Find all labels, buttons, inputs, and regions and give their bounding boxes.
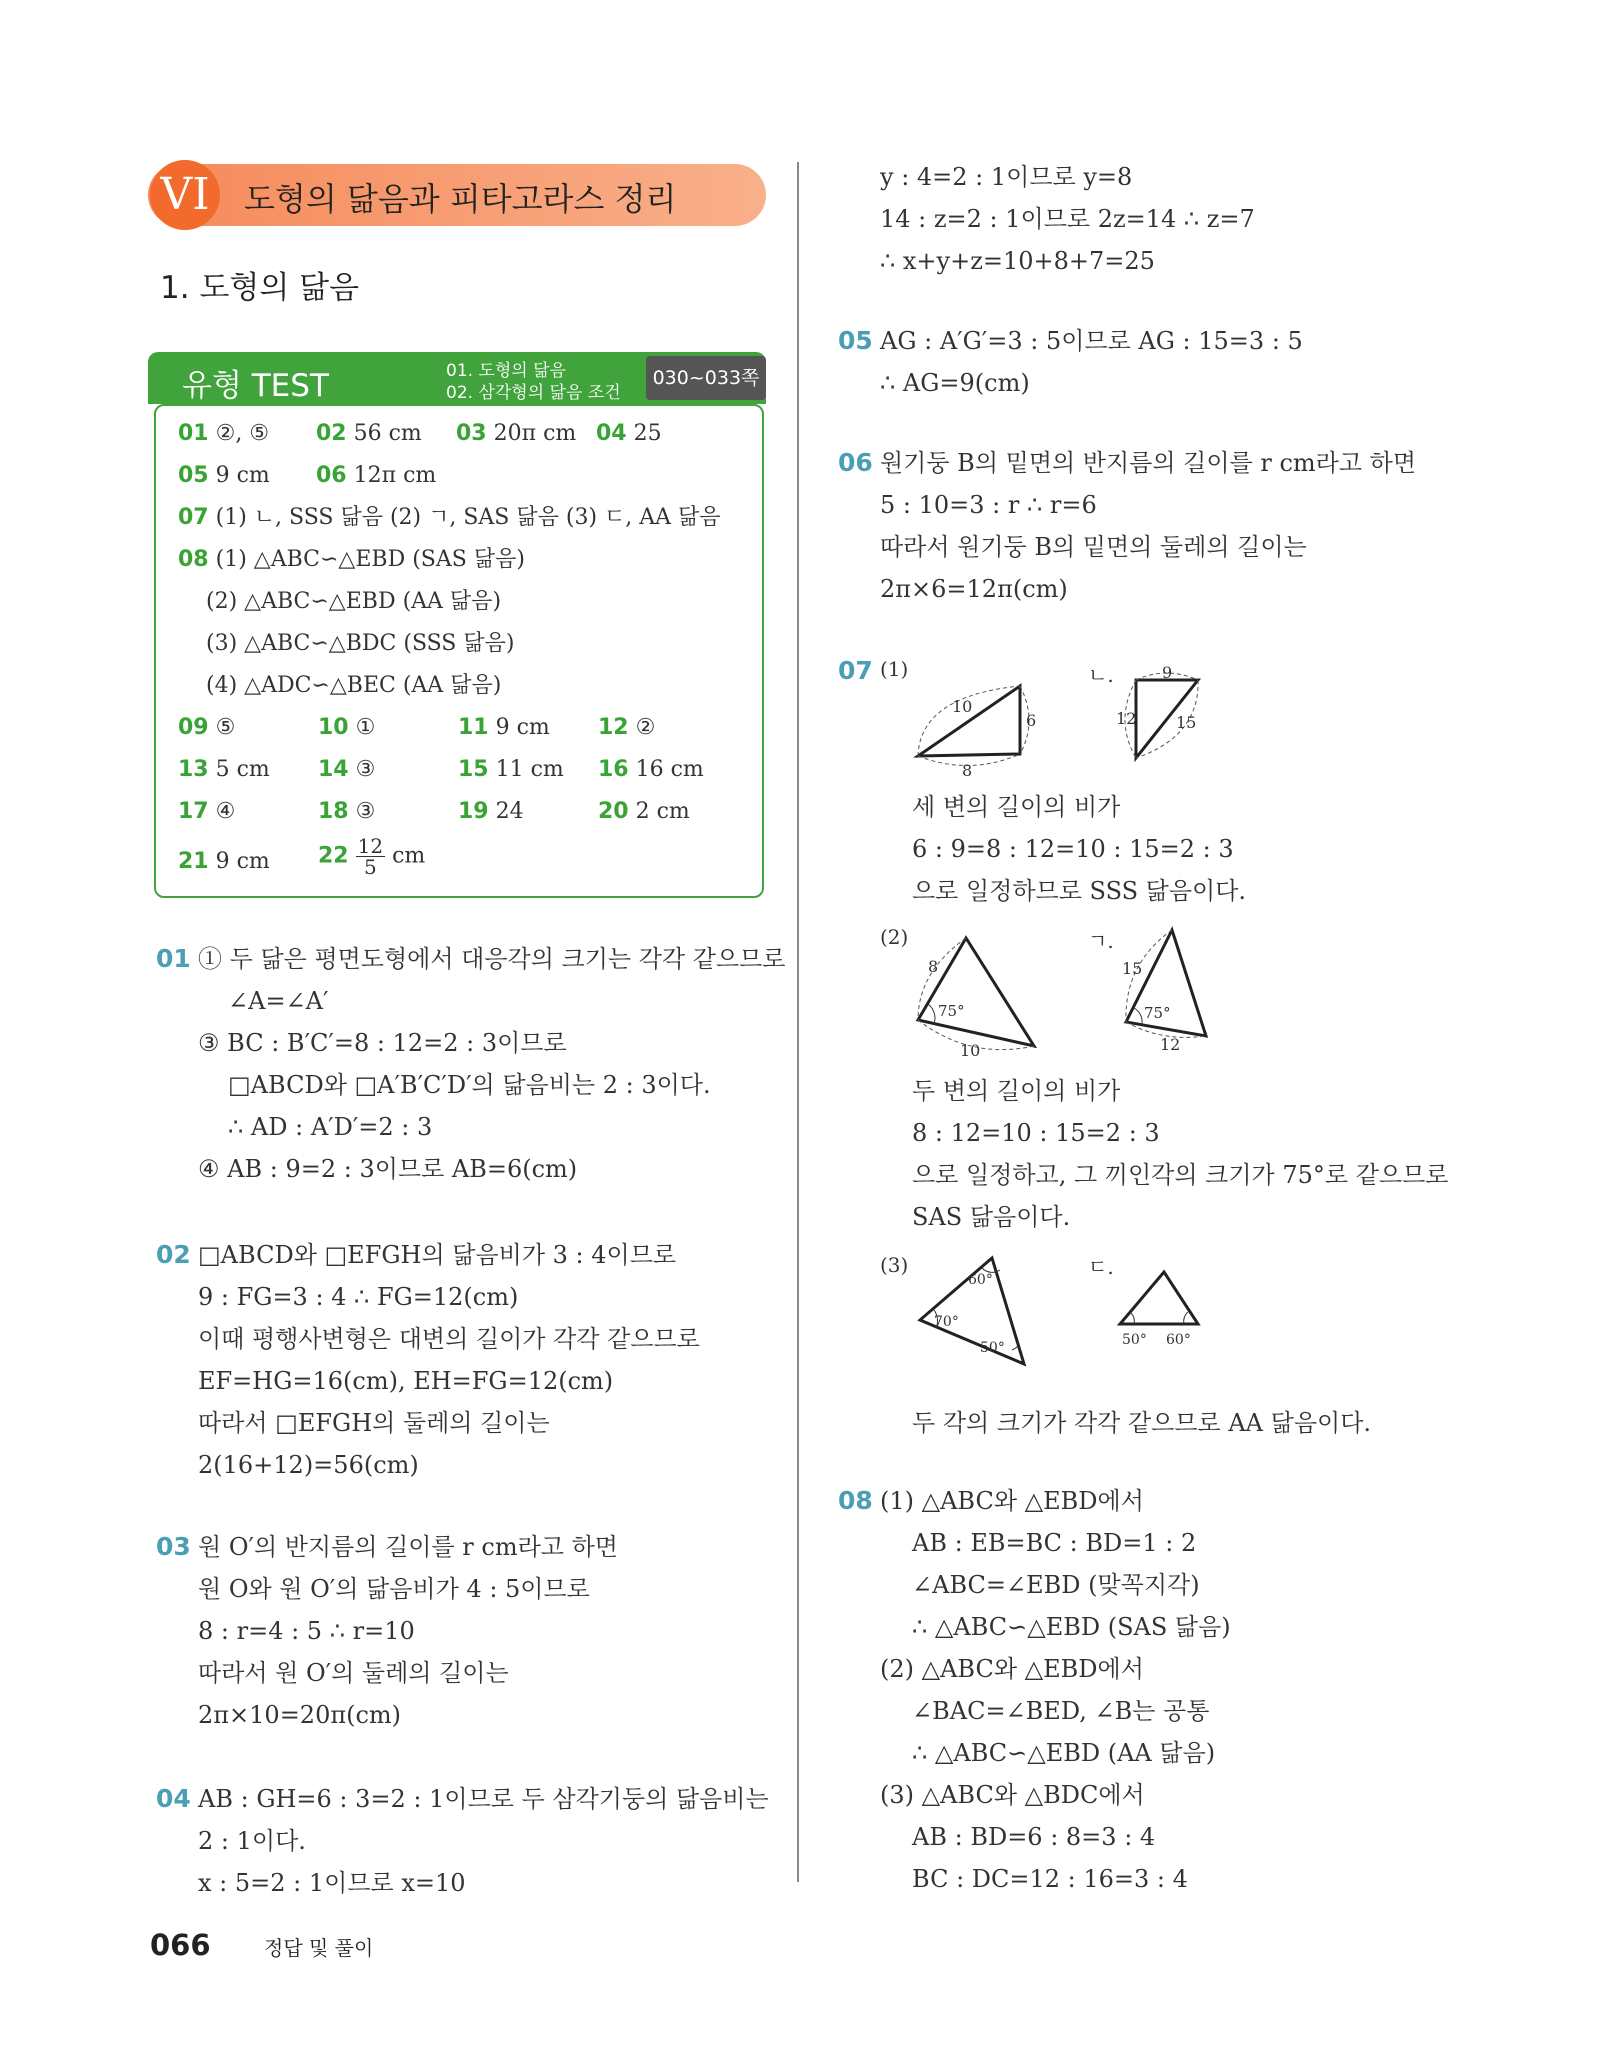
answer-14: 14 ③ (318, 757, 376, 782)
answer-22: 22 $\frac{12}{5}$ cm (318, 834, 426, 879)
svg-text:12: 12 (1160, 1035, 1181, 1054)
text-line: ㄴ. (1088, 663, 1114, 687)
answer-12: 12 ② (598, 715, 656, 740)
q-num-08: 08 (838, 1486, 873, 1515)
text-line: (2) (880, 925, 909, 949)
answer-08: 08 (1) △ABC∽△EBD (SAS 닮음) (178, 547, 525, 572)
text-line: □ABCD와 □EFGH의 닮음비가 3 : 4이므로 (198, 1241, 677, 1269)
svg-text:50°: 50° (980, 1340, 1005, 1356)
text-line (156, 1784, 191, 1814)
text-line: 2π×6=12π(cm) (880, 575, 1068, 603)
answer-06: 06 12π cm (316, 463, 437, 488)
text-line: ㄷ. (1088, 1255, 1114, 1279)
q-num-05: 05 (838, 326, 873, 355)
text-line: AB : BD=6 : 8=3 : 4 (912, 1823, 1156, 1851)
svg-text:8: 8 (962, 761, 973, 780)
text-line: 따라서 원 O′의 둘레의 길이는 (198, 1659, 509, 1687)
q-num-02: 02 (156, 1240, 191, 1269)
text-line: SAS 닮음이다. (912, 1203, 1071, 1231)
answer-01: 01 ②, ⑤ (178, 421, 270, 446)
answer-22-fraction: $\frac{12}{5}$ (357, 834, 384, 879)
text-line: ㄱ. (1088, 929, 1114, 953)
text-line: ∴ x+y+z=10+8+7=25 (880, 247, 1155, 275)
text-line: 8 : r=4 : 5 ∴ r=10 (198, 1617, 415, 1645)
q-num-04: 04 (156, 1784, 191, 1813)
text-line: ① 두 닮은 평면도형에서 대응각의 크기는 각각 같으므로 (198, 945, 786, 973)
text-line: 5 : 10=3 : r ∴ r=6 (880, 491, 1097, 519)
text-line (838, 656, 873, 686)
answer-08-4: (4) △ADC∽△BEC (AA 닮음) (206, 673, 502, 698)
text-line: 세 변의 길이의 비가 (912, 793, 1121, 821)
text-line (156, 1532, 191, 1562)
answer-21: 21 9 cm (178, 849, 270, 874)
svg-text:12: 12 (1116, 709, 1137, 728)
answer-19: 19 24 (458, 799, 524, 824)
text-line: (2) △ABC와 △EBD에서 (880, 1655, 1144, 1683)
text-line: 두 각의 크기가 각각 같으므로 AA 닮음이다. (912, 1409, 1372, 1437)
text-line: ∴ △ABC∽△EBD (SAS 닮음) (912, 1613, 1231, 1641)
answer-02: 02 56 cm (316, 421, 422, 446)
answer-10: 10 ① (318, 715, 376, 740)
svg-text:60°: 60° (968, 1272, 993, 1288)
text-line (838, 326, 873, 356)
answer-11: 11 9 cm (458, 715, 550, 740)
text-line: 원 O와 원 O′의 닮음비가 4 : 5이므로 (198, 1575, 590, 1603)
text-line: (1) (880, 657, 909, 681)
answer-17: 17 ④ (178, 799, 236, 824)
text-line: 9 : FG=3 : 4 ∴ FG=12(cm) (198, 1283, 519, 1311)
text-line: ③ BC : B′C′=8 : 12=2 : 3이므로 (198, 1029, 567, 1057)
q-num-07: 07 (838, 656, 873, 685)
test-subtitle-2: 02. 삼각형의 닮음 조건 (446, 383, 621, 403)
text-line: ∴ AD : A′D′=2 : 3 (228, 1113, 433, 1141)
text-line: EF=HG=16(cm), EH=FG=12(cm) (198, 1367, 614, 1395)
answer-13: 13 5 cm (178, 757, 270, 782)
text-line (156, 944, 191, 974)
text-line: (3) △ABC와 △BDC에서 (880, 1781, 1145, 1809)
svg-text:75°: 75° (938, 1002, 965, 1020)
text-line: 따라서 □EFGH의 둘레의 길이는 (198, 1409, 550, 1437)
svg-text:15: 15 (1122, 959, 1143, 978)
text-line: ∴ AG=9(cm) (880, 369, 1030, 397)
text-line: (1) △ABC와 △EBD에서 (880, 1487, 1144, 1515)
answer-03: 03 20π cm (456, 421, 577, 446)
text-line: ④ AB : 9=2 : 3이므로 AB=6(cm) (198, 1155, 578, 1183)
q-num-06: 06 (838, 448, 873, 477)
text-line: 원기둥 B의 밑면의 반지름의 길이를 r cm라고 하면 (880, 449, 1417, 477)
text-line: 2π×10=20π(cm) (198, 1701, 402, 1729)
text-line: 8 : 12=10 : 15=2 : 3 (912, 1119, 1160, 1147)
text-line: 으로 일정하고, 그 끼인각의 크기가 75°로 같으므로 (912, 1161, 1449, 1189)
page-range-badge: 030~033쪽 (646, 356, 766, 400)
text-line: ∠BAC=∠BED, ∠B는 공통 (912, 1697, 1210, 1725)
section-title: 1. 도형의 닮음 (160, 270, 360, 306)
answer-09: 09 ⑤ (178, 715, 236, 740)
text-line: 14 : z=2 : 1이므로 2z=14 ∴ z=7 (880, 205, 1255, 233)
text-line: 원 O′의 반지름의 길이를 r cm라고 하면 (198, 1533, 618, 1561)
text-line: AB : EB=BC : BD=1 : 2 (912, 1529, 1197, 1557)
chapter-number: VI (150, 160, 220, 230)
text-line: 6 : 9=8 : 12=10 : 15=2 : 3 (912, 835, 1234, 863)
answer-04: 04 25 (596, 421, 662, 446)
svg-text:70°: 70° (934, 1314, 959, 1330)
column-divider (797, 162, 799, 1882)
text-line: ∠ABC=∠EBD (맞꼭지각) (912, 1571, 1200, 1599)
text-line: y : 4=2 : 1이므로 y=8 (880, 163, 1133, 191)
text-line: AB : GH=6 : 3=2 : 1이므로 두 삼각기둥의 닮음비는 (198, 1785, 769, 1813)
chapter-title: 도형의 닮음과 피타고라스 정리 (244, 180, 677, 218)
text-line: 2 : 1이다. (198, 1827, 306, 1855)
svg-text:75°: 75° (1144, 1004, 1171, 1022)
svg-text:50°: 50° (1122, 1332, 1147, 1348)
text-line: ∠A=∠A′ (228, 987, 329, 1015)
figure-07-1 (900, 666, 1220, 782)
text-line: 으로 일정하므로 SSS 닮음이다. (912, 877, 1247, 905)
answer-20: 20 2 cm (598, 799, 690, 824)
svg-text:10: 10 (960, 1041, 981, 1060)
svg-text:6: 6 (1026, 711, 1037, 730)
answer-08-2: (2) △ABC∽△EBD (AA 닮음) (206, 589, 502, 614)
page-caption: 정답 및 풀이 (264, 1936, 374, 1960)
figure-07-2 (900, 924, 1220, 1060)
text-line: (3) (880, 1253, 909, 1277)
answer-05: 05 9 cm (178, 463, 270, 488)
text-line: 2(16+12)=56(cm) (198, 1451, 419, 1479)
test-label: 유형 TEST (182, 368, 329, 404)
text-line (838, 448, 873, 478)
text-line (156, 1240, 191, 1270)
answer-18: 18 ③ (318, 799, 376, 824)
text-line: 이때 평행사변형은 대변의 길이가 각각 같으므로 (198, 1325, 700, 1353)
answer-07: 07 (1) ㄴ, SSS 닮음 (2) ㄱ, SAS 닮음 (3) ㄷ, AA 닮음 (178, 505, 721, 530)
answer-08-3: (3) △ABC∽△BDC (SSS 닮음) (206, 631, 515, 656)
answer-16: 16 16 cm (598, 757, 704, 782)
text-line (838, 1486, 873, 1516)
text-line: □ABCD와 □A′B′C′D′의 닮음비는 2 : 3이다. (228, 1071, 711, 1099)
answer-15: 15 11 cm (458, 757, 564, 782)
text-line: ∴ △ABC∽△EBD (AA 닮음) (912, 1739, 1216, 1767)
text-line: 따라서 원기둥 B의 밑면의 둘레의 길이는 (880, 533, 1307, 561)
q-num-03: 03 (156, 1532, 191, 1561)
svg-text:10: 10 (952, 697, 973, 716)
svg-text:9: 9 (1162, 666, 1173, 682)
text-line: 두 변의 길이의 비가 (912, 1077, 1121, 1105)
text-line: BC : DC=12 : 16=3 : 4 (912, 1865, 1188, 1893)
page-number: 066 (150, 1928, 211, 1962)
text-line: x : 5=2 : 1이므로 x=10 (198, 1869, 466, 1897)
q-num-01: 01 (156, 944, 191, 973)
svg-text:60°: 60° (1166, 1332, 1191, 1348)
figure-07-3 (900, 1252, 1220, 1382)
test-subtitle-1: 01. 도형의 닮음 (446, 361, 566, 381)
svg-text:8: 8 (928, 957, 939, 976)
text-line: AG : A′G′=3 : 5이므로 AG : 15=3 : 5 (880, 327, 1303, 355)
svg-text:15: 15 (1176, 713, 1197, 732)
